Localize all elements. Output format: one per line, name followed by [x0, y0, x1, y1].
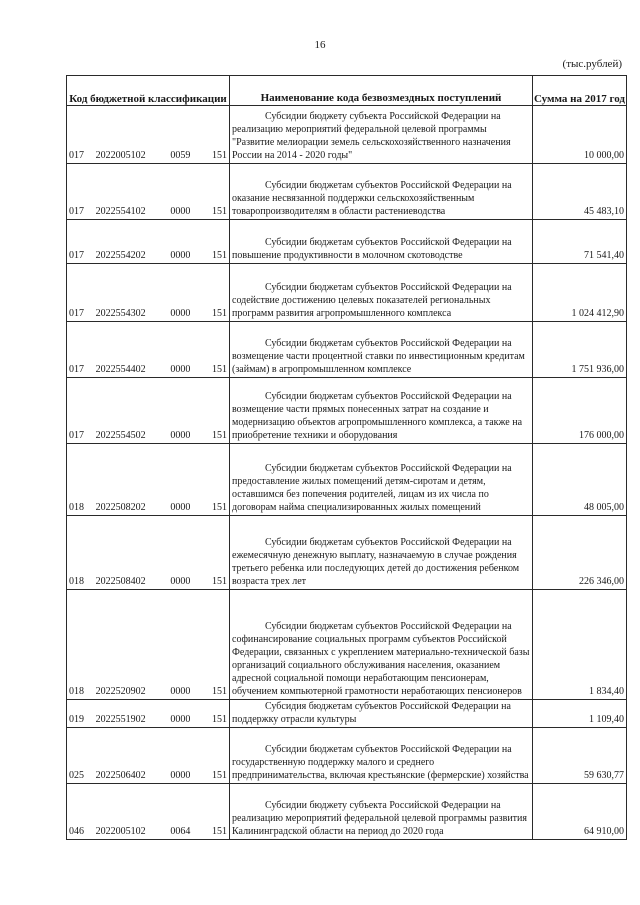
table-row: [67, 264, 627, 322]
kosgu-code: 151: [211, 686, 227, 697]
row-name: Субсидия бюджетам субъектов Российской Федерации на поддержку отрасли культуры: [232, 701, 511, 725]
admin-code: 019: [69, 714, 84, 725]
table-row: [67, 220, 627, 264]
income-code: 2022520902: [95, 686, 146, 697]
income-code: 2022005102: [95, 150, 146, 161]
sum-cell: 64 910,00: [533, 784, 627, 840]
admin-code: 017: [69, 430, 84, 441]
row-name: Субсидии бюджетам субъектов Российской Федерации на софинансирование социальных программ субъектов Российской Федерации, связанных с укреплением материально-технической базы организаций социального обслуживания населения, оказанием адресной социальной помощи неработающим пенсионерам, обучением компьютерной грамотности неработающих пенсионеров: [232, 621, 530, 697]
admin-code: 046: [69, 826, 84, 837]
table-row: [67, 700, 627, 728]
subtype-code: 0000: [170, 502, 191, 513]
sum-cell: 1 024 412,90: [533, 264, 627, 322]
kosgu-code: 151: [211, 250, 227, 261]
kosgu-code: 151: [211, 826, 227, 837]
subtype-code: 0000: [170, 576, 191, 587]
row-name: Субсидии бюджетам субъектов Российской Федерации на повышение продуктивности в молочном скотоводстве: [232, 237, 512, 261]
income-code: 2022551902: [95, 714, 146, 725]
admin-code: 017: [69, 364, 84, 375]
sum-cell: 48 005,00: [533, 444, 627, 516]
header-name: Наименование кода безвозмездных поступлений: [230, 76, 533, 106]
income-code: 2022554302: [95, 308, 146, 319]
sum-cell: 71 541,40: [533, 220, 627, 264]
code-cell: [67, 700, 230, 728]
name-cell: [230, 264, 533, 322]
subtype-code: 0000: [170, 430, 191, 441]
code-cell: [67, 784, 230, 840]
table-row: [67, 516, 627, 590]
subtype-code: 0064: [170, 826, 191, 837]
table-row: [67, 164, 627, 220]
table-header-row: [67, 76, 627, 106]
code-cell: [67, 590, 230, 700]
income-code: 2022508402: [95, 576, 146, 587]
row-name: Субсидии бюджетам субъектов Российской Федерации на оказание несвязанной поддержки сельскохозяйственным товаропроизводителям в области растениеводства: [232, 180, 512, 217]
subtype-code: 0000: [170, 364, 191, 375]
name-cell: [230, 220, 533, 264]
code-cell: [67, 106, 230, 164]
name-cell: [230, 378, 533, 444]
code-cell: [67, 164, 230, 220]
income-code: 2022506402: [95, 770, 146, 781]
admin-code: 017: [69, 206, 84, 217]
name-cell: [230, 784, 533, 840]
sum-cell: 45 483,10: [533, 164, 627, 220]
code-cell: [67, 516, 230, 590]
subtype-code: 0000: [170, 770, 191, 781]
kosgu-code: 151: [211, 308, 227, 319]
kosgu-code: 151: [211, 206, 227, 217]
income-code: 2022005102: [95, 826, 146, 837]
name-cell: [230, 728, 533, 784]
header-code: Код бюджетной классификации: [67, 76, 230, 106]
code-cell: [67, 378, 230, 444]
name-cell: [230, 590, 533, 700]
row-name: Субсидии бюджету субъекта Российской Федерации на реализацию мероприятий федеральной целевой программы развития Калининградской области на период до 2020 года: [232, 800, 527, 837]
subtype-code: 0000: [170, 250, 191, 261]
table-row: [67, 378, 627, 444]
row-name: Субсидии бюджетам субъектов Российской Федерации на предоставление жилых помещений детям-сиротам и детям, оставшимся без попечения родителей, лицам из их числа по договорам найма специализированных жилых помещений: [232, 463, 512, 513]
name-cell: [230, 106, 533, 164]
admin-code: 017: [69, 150, 84, 161]
admin-code: 017: [69, 250, 84, 261]
admin-code: 017: [69, 308, 84, 319]
table-body: [67, 106, 627, 840]
code-cell: [67, 220, 230, 264]
sum-cell: 59 630,77: [533, 728, 627, 784]
name-cell: [230, 322, 533, 378]
subtype-code: 0000: [170, 308, 191, 319]
code-cell: [67, 444, 230, 516]
admin-code: 025: [69, 770, 84, 781]
row-name: Субсидии бюджетам субъектов Российской Федерации на государственную поддержку малого и среднего предпринимательства, включая крестьянские (фермерские) хозяйства: [232, 744, 529, 781]
table-row: [67, 590, 627, 700]
name-cell: [230, 444, 533, 516]
table-row: [67, 106, 627, 164]
sum-cell: 1 751 936,00: [533, 322, 627, 378]
sum-cell: 226 346,00: [533, 516, 627, 590]
table-row: [67, 444, 627, 516]
kosgu-code: 151: [211, 150, 227, 161]
admin-code: 018: [69, 502, 84, 513]
subtype-code: 0000: [170, 206, 191, 217]
kosgu-code: 151: [211, 364, 227, 375]
table-row: [67, 322, 627, 378]
table-row: [67, 784, 627, 840]
units-label: (тыс.рублей): [562, 58, 622, 70]
name-cell: [230, 164, 533, 220]
sum-cell: 1 109,40: [533, 700, 627, 728]
income-code: 2022554402: [95, 364, 146, 375]
admin-code: 018: [69, 686, 84, 697]
income-code: 2022554502: [95, 430, 146, 441]
sum-cell: 176 000,00: [533, 378, 627, 444]
kosgu-code: 151: [211, 502, 227, 513]
subtype-code: 0000: [170, 686, 191, 697]
income-code: 2022554202: [95, 250, 146, 261]
subtype-code: 0000: [170, 714, 191, 725]
name-cell: [230, 516, 533, 590]
code-cell: [67, 728, 230, 784]
kosgu-code: 151: [211, 770, 227, 781]
row-name: Субсидии бюджетам субъектов Российской Федерации на содействие достижению целевых показателей региональных программ развития агропромышленного комплекса: [232, 282, 512, 319]
kosgu-code: 151: [211, 430, 227, 441]
sum-cell: 1 834,40: [533, 590, 627, 700]
row-name: Субсидии бюджетам субъектов Российской Федерации на возмещение части процентной ставки по инвестиционным кредитам (займам) в агропромышленном комплексе: [232, 338, 525, 375]
subtype-code: 0059: [170, 150, 191, 161]
header-sum: Сумма на 2017 год: [533, 76, 627, 106]
code-cell: [67, 264, 230, 322]
code-cell: [67, 322, 230, 378]
admin-code: 018: [69, 576, 84, 587]
income-code: 2022508202: [95, 502, 146, 513]
row-name: Субсидии бюджету субъекта Российской Федерации на реализацию мероприятий федеральной целевой программы "Развитие мелиорации земель сельскохозяйственного назначения России на 2014 - 2020 годы": [232, 111, 511, 161]
name-cell: [230, 700, 533, 728]
row-name: Субсидии бюджетам субъектов Российской Федерации на возмещение части прямых понесенных затрат на создание и модернизацию объектов агропромышленного комплекса, а также на приобретение техники и оборудования: [232, 391, 523, 441]
sum-cell: 10 000,00: [533, 106, 627, 164]
budget-table: [66, 75, 627, 840]
income-code: 2022554102: [95, 206, 146, 217]
kosgu-code: 151: [211, 576, 227, 587]
table-row: [67, 728, 627, 784]
row-name: Субсидии бюджетам субъектов Российской Федерации на ежемесячную денежную выплату, назначаемую в случае рождения третьего ребенка или последующих детей до достижения ребенком возраста трех лет: [232, 537, 520, 587]
page-number: 16: [314, 39, 326, 51]
kosgu-code: 151: [211, 714, 227, 725]
